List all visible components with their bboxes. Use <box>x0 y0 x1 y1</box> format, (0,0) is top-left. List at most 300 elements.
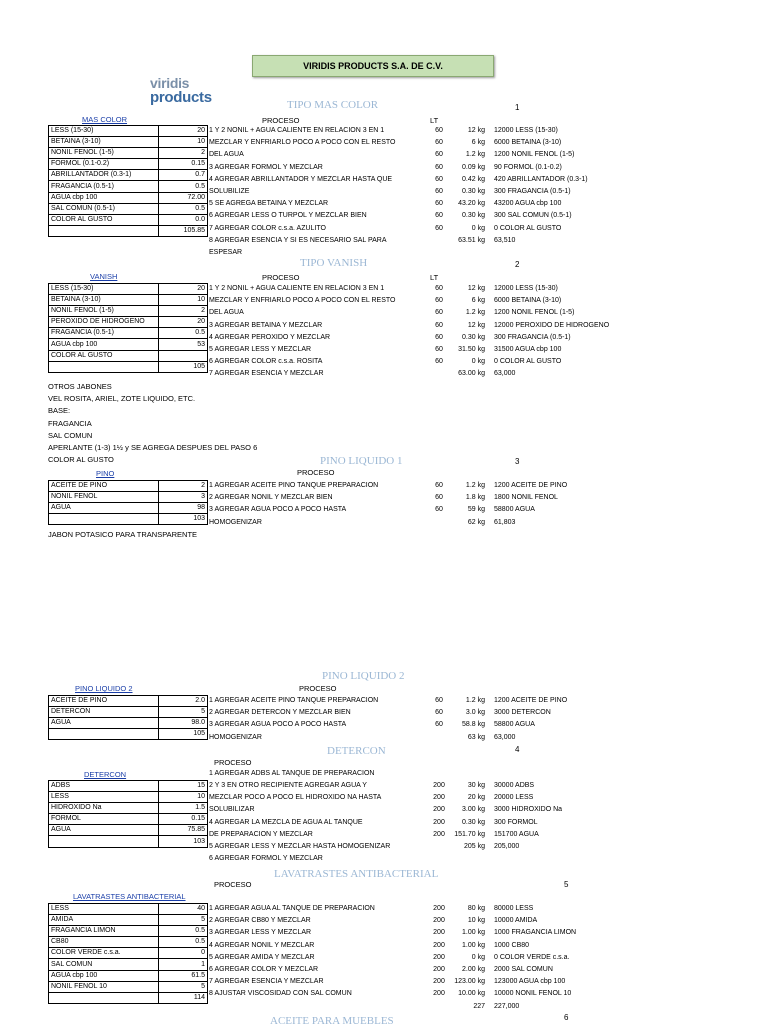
kg-value: 63.00 kg <box>458 370 485 378</box>
kg-value: 1.2 kg <box>465 309 485 317</box>
ingredient-percent: 105 <box>159 361 208 372</box>
process-step: DE PREPARACION Y MEZCLAR <box>209 830 313 838</box>
section-number: 2 <box>515 260 520 269</box>
table-row <box>49 148 208 159</box>
ingredient-percent <box>159 350 208 361</box>
lt-value: 200 <box>433 782 445 789</box>
process-step: 6 AGREGAR COLOR Y MEZCLAR <box>209 965 319 973</box>
ingredient-name: BETAINA (3-10) <box>49 137 159 148</box>
table-row <box>49 514 208 525</box>
ingredient-name: CB80 <box>49 937 159 948</box>
ingredients-table <box>48 283 208 373</box>
process-step: 3 AGREGAR LESS Y MEZCLAR <box>209 929 312 937</box>
ingredient-name: AGUA <box>49 825 159 836</box>
process-step: 3 AGREGAR AGUA POCO A POCO HASTA <box>209 506 347 514</box>
process-step: 3 AGREGAR FORMOL Y MEZCLAR <box>209 163 323 171</box>
section-number: 5 <box>564 880 569 889</box>
process-step: MEZCLAR POCO A POCO EL HIDROXIDO NA HASTA <box>209 794 382 802</box>
ingredient-name: LESS <box>49 792 159 803</box>
ingredient-percent: 0.0 <box>159 214 208 225</box>
ingredient-percent: 53 <box>159 339 208 350</box>
process-step: 7 AGREGAR ESENCIA Y MEZCLAR <box>209 370 324 378</box>
recipe-label: DETERCON <box>84 770 127 779</box>
ingredient-name: LESS <box>49 904 159 915</box>
ingredient-percent: 10 <box>159 792 208 803</box>
ingredient-name: FRAGANCIA (0.5-1) <box>49 328 159 339</box>
kg-value: 63.51 kg <box>458 236 485 244</box>
kg-column <box>445 780 485 853</box>
process-step: 4 AGREGAR NONIL Y MEZCLAR <box>209 941 315 949</box>
process-step: 5 AGREGAR AMIDA Y MEZCLAR <box>209 953 315 961</box>
grams-value: 63,510 <box>494 236 516 244</box>
table-row <box>49 696 208 707</box>
table-row <box>49 915 208 926</box>
ingredient-name: SAL COMUN <box>49 959 159 970</box>
grams-value: 20000 LESS <box>494 794 534 802</box>
lt-value: 60 <box>435 175 443 183</box>
ingredient-name: NONIL FENOL (1-5) <box>49 306 159 317</box>
table-row <box>49 707 208 718</box>
proceso-header: PROCESO <box>299 684 337 693</box>
lt-value: 60 <box>435 212 443 220</box>
ingredient-percent: 0.5 <box>159 328 208 339</box>
table-row <box>49 970 208 981</box>
grams-value: 1200 ACEITE DE PINO <box>494 482 568 489</box>
ingredient-name: AMIDA <box>49 915 159 926</box>
table-row <box>49 781 208 792</box>
grams-value: 1200 NONIL FENOL (1-5) <box>494 151 575 159</box>
kg-value: 1.2 kg <box>465 482 485 489</box>
kg-value: 1.2 kg <box>465 151 485 159</box>
ingredient-percent: 105 <box>159 729 208 740</box>
ingredient-percent: 98.0 <box>159 718 208 729</box>
grams-value: 58800 AGUA <box>494 506 535 514</box>
ingredient-name: ACEITE DE PINO <box>49 481 159 492</box>
detercon-first-step: 1 AGREGAR ADBS AL TANQUE DE PREPARACION <box>209 770 375 777</box>
lt-value: 60 <box>435 285 443 292</box>
kg-value: 12 kg <box>467 127 485 134</box>
note-line: SAL COMUN <box>48 430 93 440</box>
ingredient-percent: 5 <box>159 707 208 718</box>
process-step: 4 AGREGAR PEROXIDO Y MEZCLAR <box>209 333 331 341</box>
grams-value: 30000 ADBS <box>494 782 535 789</box>
table-row <box>49 492 208 503</box>
table-row <box>49 361 208 372</box>
lt-value: 60 <box>435 506 443 514</box>
ingredient-name: NONIL FENOL (1-5) <box>49 148 159 159</box>
ingredient-percent: 0.5 <box>159 203 208 214</box>
kg-value: 0.30 kg <box>462 187 485 195</box>
ingredient-name: FRAGANCIA LIMON <box>49 926 159 937</box>
process-step: 6 AGREGAR COLOR c.s.a. ROSITA <box>209 358 323 366</box>
kg-value: 58.8 kg <box>462 721 485 729</box>
note-line: VEL ROSITA, ARIEL, ZOTE LIQUIDO, ETC. <box>48 394 196 404</box>
process-step: 3 AGREGAR AGUA POCO A POCO HASTA <box>209 721 347 729</box>
section-title-pino-1: PINO LIQUIDO 1 <box>320 455 403 467</box>
recipe-label: MAS COLOR <box>82 115 128 124</box>
lt-value: 200 <box>433 818 445 826</box>
grams-value: 1200 ACEITE DE PINO <box>494 697 568 704</box>
ingredient-name: COLOR AL GUSTO <box>49 350 159 361</box>
ingredient-percent: 75.85 <box>159 825 208 836</box>
process-step: 3 AGREGAR BETAINA Y MEZCLAR <box>209 321 323 329</box>
table-row <box>49 170 208 181</box>
ingredient-name <box>49 514 159 525</box>
note-line: OTROS JABONES <box>48 382 112 391</box>
lt-value: 60 <box>435 333 443 341</box>
process-step: MEZCLAR Y ENFRIARLO POCO A POCO CON EL RESTO <box>209 139 396 147</box>
process-step: 5 SE AGREGA BETAINA Y MEZCLAR <box>209 200 329 208</box>
ingredient-name: ADBS <box>49 781 159 792</box>
grams-column <box>494 903 576 1013</box>
note-line: FRAGANCIA <box>48 418 92 428</box>
recipe-label: LAVATRASTES ANTIBACTERIAL <box>73 892 186 901</box>
lt-value: 200 <box>433 990 445 998</box>
section-title-vanish: TIPO VANISH <box>300 257 368 269</box>
kg-value: 0 kg <box>471 953 485 961</box>
ingredient-name: DETERCON <box>49 707 159 718</box>
kg-value: 80 kg <box>467 905 485 912</box>
table-row <box>49 904 208 915</box>
table-row <box>49 317 208 328</box>
ingredient-percent: 5 <box>159 981 208 992</box>
company-banner: VIRIDIS PRODUCTS S.A. DE C.V. <box>252 55 494 77</box>
ingredient-percent: 0.7 <box>159 170 208 181</box>
grams-value: 63,000 <box>494 733 516 741</box>
proceso-header: PROCESO <box>262 116 300 125</box>
grams-value: 0 COLOR AL GUSTO <box>494 358 562 366</box>
table-row <box>49 181 208 192</box>
table-row <box>49 203 208 214</box>
grams-value: 10000 AMIDA <box>494 917 538 925</box>
recipe-label: PINO LIQUIDO 2 <box>75 684 133 693</box>
ingredient-percent: 0.15 <box>159 159 208 170</box>
ingredient-percent: 1 <box>159 959 208 970</box>
kg-value: 3.00 kg <box>462 806 485 814</box>
table-row <box>49 948 208 959</box>
ingredient-name: FORMOL <box>49 814 159 825</box>
kg-value: 0.42 kg <box>462 175 485 183</box>
lt-value: 200 <box>433 905 445 912</box>
table-row <box>49 803 208 814</box>
grams-value: 12000 LESS (15-30) <box>494 285 558 292</box>
kg-value: 63 kg <box>467 733 485 741</box>
process-step: 4 AGREGAR LA MEZCLA DE AGUA AL TANQUE <box>209 818 363 826</box>
grams-value: 1800 NONIL FENOL <box>494 494 558 502</box>
ingredient-name: COLOR VERDE c.s.a. <box>49 948 159 959</box>
ingredient-percent: 114 <box>159 992 208 1003</box>
ingredient-percent: 20 <box>159 317 208 328</box>
table-row <box>49 137 208 148</box>
lt-value: 60 <box>435 297 443 305</box>
recipe-label: VANISH <box>90 272 118 281</box>
ingredient-name: LESS (15-30) <box>49 126 159 137</box>
lt-header: LT <box>430 116 439 125</box>
lt-value: 60 <box>435 721 443 729</box>
ingredients-table <box>48 125 208 237</box>
grams-value: 31500 AGUA cbp 100 <box>494 345 562 353</box>
ingredient-name: BETAINA (3-10) <box>49 295 159 306</box>
ingredient-percent: 103 <box>159 836 208 847</box>
kg-value: 0 kg <box>471 224 485 232</box>
proceso-header: PROCESO <box>214 758 252 767</box>
ingredient-percent: 20 <box>159 284 208 295</box>
ingredients-table <box>48 695 208 740</box>
kg-value: 3.0 kg <box>465 709 485 717</box>
section-title-detercon: DETERCON <box>327 745 386 757</box>
process-step: 2 AGREGAR NONIL Y MEZCLAR BIEN <box>209 494 333 502</box>
process-step: 1 AGREGAR ACEITE PINO TANQUE PREPARACION <box>209 482 379 489</box>
grams-value: 227,000 <box>494 1002 520 1010</box>
table-row <box>49 284 208 295</box>
kg-value: 0.30 kg <box>462 212 485 220</box>
process-step: 5 AGREGAR LESS Y MEZCLAR <box>209 345 312 353</box>
ingredient-name <box>49 361 159 372</box>
ingredient-percent: 40 <box>159 904 208 915</box>
grams-column <box>494 125 588 247</box>
grams-column <box>494 695 567 744</box>
grams-value: 10000 NONIL FENOL 10 <box>494 990 572 998</box>
section-number: 1 <box>515 103 520 112</box>
process-step: 7 AGREGAR ESENCIA Y MEZCLAR <box>209 978 324 986</box>
kg-value: 151.70 kg <box>454 830 485 838</box>
proceso-header: PROCESO <box>262 273 300 282</box>
grams-value: 2000 SAL COMUN <box>494 965 553 973</box>
table-row <box>49 126 208 137</box>
process-step: 2 Y 3 EN OTRO RECIPIENTE AGREGAR AGUA Y <box>209 782 367 789</box>
grams-value: 300 FRAGANCIA (0.5-1) <box>494 187 571 195</box>
grams-value: 58800 AGUA <box>494 721 535 729</box>
section-number: 4 <box>515 745 520 754</box>
process-step: 8 AGREGAR ESENCIA Y SI ES NECESARIO SAL PARA <box>209 236 387 244</box>
ingredient-name: AGUA <box>49 718 159 729</box>
table-row <box>49 481 208 492</box>
grams-value: 205,000 <box>494 842 520 850</box>
ingredient-name: ABRILLANTADOR (0.3-1) <box>49 170 159 181</box>
process-step: SOLUBILIZAR <box>209 806 255 814</box>
table-row <box>49 295 208 306</box>
grams-value: 6000 BETAINA (3-10) <box>494 297 562 305</box>
table-row <box>49 306 208 317</box>
lt-value: 60 <box>435 358 443 366</box>
table-row <box>49 992 208 1003</box>
table-row <box>49 926 208 937</box>
table-row <box>49 959 208 970</box>
kg-value: 43.20 kg <box>458 200 485 208</box>
process-step: 2 AGREGAR DETERCON Y MEZCLAR BIEN <box>209 709 351 717</box>
process-steps <box>209 780 390 865</box>
kg-value: 10 kg <box>467 917 485 925</box>
kg-value: 12 kg <box>467 321 485 329</box>
ingredient-percent: 1.5 <box>159 803 208 814</box>
grams-value: 300 FORMOL <box>494 818 538 826</box>
grams-value: 63,000 <box>494 370 516 378</box>
ingredient-percent: 0.5 <box>159 181 208 192</box>
grams-value: 43200 AGUA cbp 100 <box>494 200 562 208</box>
grams-value: 3000 HIDROXIDO Na <box>494 806 563 814</box>
kg-value: 0 kg <box>471 358 485 366</box>
process-steps <box>209 125 395 259</box>
ingredient-percent: 20 <box>159 126 208 137</box>
table-row <box>49 192 208 203</box>
ingredient-name: AGUA cbp 100 <box>49 192 159 203</box>
ingredient-percent: 10 <box>159 295 208 306</box>
viridis-logo: viridis products <box>150 75 212 106</box>
kg-value: 0.30 kg <box>462 818 485 826</box>
ingredient-name: FRAGANCIA (0.5-1) <box>49 181 159 192</box>
kg-value: 20 kg <box>467 794 485 802</box>
ingredient-percent: 3 <box>159 492 208 503</box>
kg-value: 59 kg <box>467 506 485 514</box>
kg-value: 12 kg <box>467 285 485 292</box>
recipe-label: PINO <box>96 469 115 478</box>
lt-value: 60 <box>435 151 443 159</box>
lt-header: LT <box>430 273 439 282</box>
lt-value: 200 <box>433 929 445 937</box>
ingredient-percent: 2 <box>159 481 208 492</box>
grams-column <box>494 780 562 853</box>
process-step: 1 AGREGAR AGUA AL TANQUE DE PREPARACION <box>209 905 375 912</box>
ingredient-percent: 72.00 <box>159 192 208 203</box>
section-number: 6 <box>564 1013 569 1022</box>
ingredient-name: NONIL FENOL <box>49 492 159 503</box>
note-line: BASE: <box>48 406 71 416</box>
lt-value: 200 <box>433 830 445 838</box>
pino-note: JABON POTASICO PARA TRANSPARENTE <box>48 530 198 539</box>
ingredient-percent: 98 <box>159 503 208 514</box>
grams-value: 1000 FRAGANCIA LIMON <box>494 929 577 937</box>
ingredient-name: NONIL FENOL 10 <box>49 981 159 992</box>
table-row <box>49 836 208 847</box>
ingredient-name <box>49 992 159 1003</box>
ingredient-percent: 2.0 <box>159 696 208 707</box>
lt-value: 60 <box>435 163 443 171</box>
table-row <box>49 339 208 350</box>
ingredient-percent: 2 <box>159 148 208 159</box>
kg-value: 123.00 kg <box>454 978 485 986</box>
ingredient-name: AGUA <box>49 503 159 514</box>
table-row <box>49 350 208 361</box>
ingredient-name: HIDROXIDO Na <box>49 803 159 814</box>
lt-value: 200 <box>433 953 445 961</box>
ingredients-table <box>48 780 208 848</box>
ingredient-percent: 103 <box>159 514 208 525</box>
grams-value: 0 COLOR VERDE c.s.a. <box>494 953 570 961</box>
kg-column <box>445 695 485 744</box>
ingredient-name: PEROXIDO DE HIDROGENO <box>49 317 159 328</box>
lt-value: 60 <box>435 200 443 208</box>
ingredient-name <box>49 836 159 847</box>
table-row <box>49 159 208 170</box>
grams-value: 3000 DETERCON <box>494 709 551 717</box>
kg-value: 227 <box>473 1002 485 1010</box>
ingredients-table <box>48 480 208 525</box>
lt-value: 60 <box>435 321 443 329</box>
lt-value: 200 <box>433 978 445 986</box>
ingredient-percent: 5 <box>159 915 208 926</box>
ingredient-name <box>49 225 159 236</box>
ingredients-table <box>48 903 208 1004</box>
proceso-header: PROCESO <box>297 468 335 477</box>
lt-value: 60 <box>435 697 443 704</box>
grams-value: 1200 NONIL FENOL (1-5) <box>494 309 575 317</box>
table-row <box>49 814 208 825</box>
note-line: COLOR AL GUSTO <box>48 455 114 465</box>
process-step: 1 AGREGAR ACEITE PINO TANQUE PREPARACION <box>209 697 379 704</box>
lt-value: 60 <box>435 709 443 717</box>
kg-column <box>445 480 485 529</box>
table-row <box>49 225 208 236</box>
lt-value: 200 <box>433 917 445 925</box>
grams-value: 61,803 <box>494 518 516 526</box>
section-title-lavatrastes: LAVATRASTES ANTIBACTERIAL <box>274 868 439 880</box>
ingredient-name: FORMOL (0.1-0.2) <box>49 159 159 170</box>
grams-value: 300 SAL COMUN (0.5-1) <box>494 212 572 220</box>
kg-column <box>445 283 485 381</box>
kg-value: 6 kg <box>471 139 485 147</box>
kg-column <box>445 125 485 247</box>
lt-value: 60 <box>435 345 443 353</box>
grams-value: 6000 BETAINA (3-10) <box>494 139 562 147</box>
ingredient-name: SAL COMUN (0.5-1) <box>49 203 159 214</box>
table-row <box>49 825 208 836</box>
kg-value: 10.00 kg <box>458 990 485 998</box>
kg-value: 30 kg <box>467 782 485 789</box>
process-step: 8 AJUSTAR VISCOSIDAD CON SAL COMUN <box>209 990 352 998</box>
grams-value: 420 ABRILLANTADOR (0.3-1) <box>494 175 588 183</box>
process-step: 6 AGREGAR FORMOL Y MEZCLAR <box>209 855 323 863</box>
grams-value: 300 FRAGANCIA (0.5-1) <box>494 333 571 341</box>
lt-value: 60 <box>435 139 443 147</box>
process-step: 6 AGREGAR LESS O TURPOL Y MEZCLAR BIEN <box>209 212 367 220</box>
grams-column <box>494 283 609 381</box>
kg-value: 1.00 kg <box>462 929 485 937</box>
table-row <box>49 729 208 740</box>
kg-value: 1.00 kg <box>462 941 485 949</box>
proceso-header: PROCESO <box>214 880 252 889</box>
process-steps <box>209 480 378 529</box>
kg-value: 1.8 kg <box>465 494 485 502</box>
process-step: DEL AGUA <box>209 309 244 317</box>
ingredient-percent: 105.85 <box>159 225 208 236</box>
ingredient-percent: 2 <box>159 306 208 317</box>
process-step: 2 AGREGAR CB80 Y MEZCLAR <box>209 917 311 925</box>
grams-value: 0 COLOR AL GUSTO <box>494 224 562 232</box>
process-step: 5 AGREGAR LESS Y MEZCLAR HASTA HOMOGENIZAR <box>209 842 391 850</box>
table-row <box>49 503 208 514</box>
grams-value: 12000 LESS (15-30) <box>494 127 558 134</box>
kg-value: 6 kg <box>471 297 485 305</box>
kg-value: 62 kg <box>467 518 485 526</box>
process-steps <box>209 695 378 744</box>
lt-value: 60 <box>435 494 443 502</box>
lt-value: 60 <box>435 309 443 317</box>
table-row <box>49 214 208 225</box>
section-title-pino-2: PINO LIQUIDO 2 <box>322 670 405 682</box>
process-step: HOMOGENIZAR <box>209 733 262 741</box>
ingredient-percent: 61.5 <box>159 970 208 981</box>
grams-value: 12000 PEROXIDO DE HIDROGENO <box>494 321 610 329</box>
lt-value: 60 <box>435 224 443 232</box>
ingredient-percent: 0.5 <box>159 926 208 937</box>
grams-column <box>494 480 567 529</box>
table-row <box>49 792 208 803</box>
grams-value: 1000 CB80 <box>494 941 530 949</box>
grams-value: 90 FORMOL (0.1-0.2) <box>494 163 562 171</box>
lt-value: 60 <box>435 482 443 489</box>
kg-value: 31.50 kg <box>458 345 485 353</box>
table-row <box>49 328 208 339</box>
